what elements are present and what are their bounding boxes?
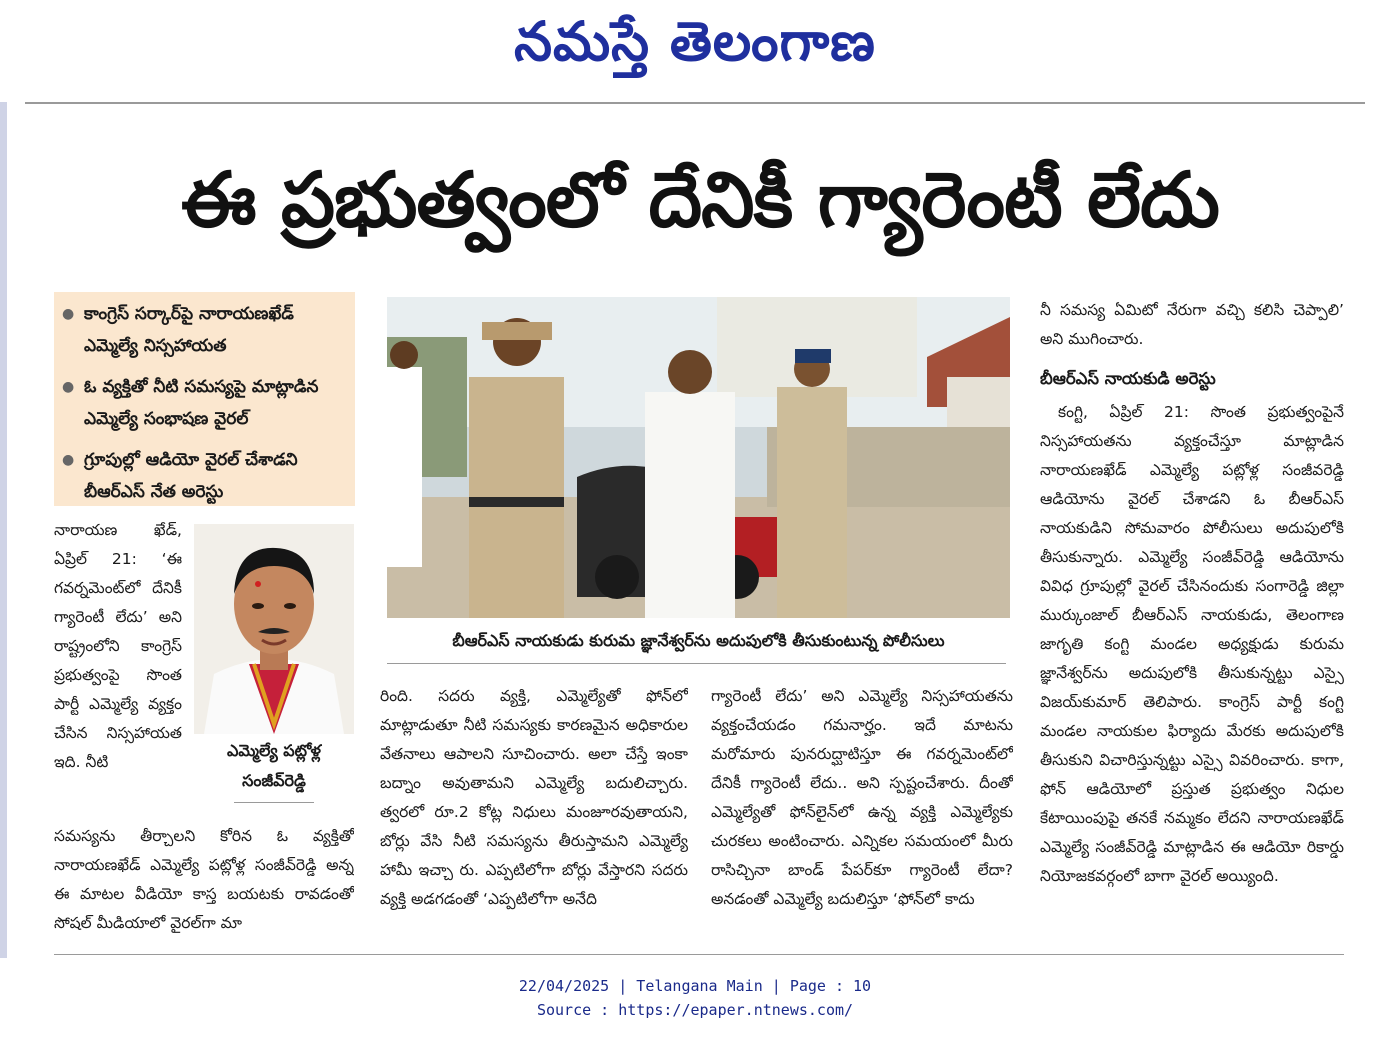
article-col2: రింది. సదరు వ్యక్తి, ఎమ్మెల్యేతో ఫోన్‌లో మాట్లాడుతూ నీటి సమస్యకు కారణమైన అధికారుల వేతనాలు ఆపాలని సూచించారు. అలా చేస్తే ఇంకా బద్నాం అవుతామని ఎమ్మెల్యే బదులిచ్చారు. త్వరలో రూ.2 కోట్ల నిధులు మంజూరవుతాయని, బోర్లు వేసి నీటి సమస్యను తీరుస్తామని ఎమ్మెల్యే హామీ ఇచ్చా రు. ఎప్పటిలోగా బోర్లు వేస్తారని సదరు వ్యక్తి అడగడంతో ‘ఎప్పటిలోగా అనేది [380,687,688,908]
article-col1-narrow: నారాయణ ఖేడ్, ఏప్రిల్ 21: ‘ఈ గవర్నమెంట్‌లో దేనికీ గ్యారెంటీ లేదు’ అని రాష్ట్రంలోని కాంగ్రెస్ ప్రభుత్వంపై సొంత పార్టీ ఎమ్మెల్యే వ్యక్తం చేసిన నిస్సహాయత ఇది. నీటి [54,521,182,771]
bullet-icon: ● [62,379,75,395]
highlight-item [62,298,349,362]
highlights-box [54,292,355,506]
portrait-image [194,524,354,734]
portrait-caption-line: ఎమ్మెల్యే పట్లోళ్ల [226,741,321,760]
article-col3: గ్యారెంటీ లేదు’ అని ఎమ్మెల్యే నిస్సహాయతను వ్యక్తంచేయడం గమనార్హం. ఇదే మాటను మరోమారు పునరుద్ఘాటిస్తూ ఈ గవర్నమెంట్‌లో దేనికీ గ్యారెంటీ లేదు.. అని స్పష్టంచేశారు. దీంతో ఎమ్మెల్యేతో ఫోన్‌లైన్‌లో ఉన్న వ్యక్తి ఎమ్మెల్యేకు చురకలు అంటించారు. ఎన్నికల సమయంలో మీరు రాసిచ్చినా బాండ్ పేపర్‌కూ గ్యారెంటీ లేదా? అనడంతో ఎమ్మెల్యే బదులిస్తూ ‘ఫోన్‌లో కాదు [711,687,1013,908]
headline: ఈ ప్రభుత్వంలో దేనికీ గ్యారెంటీ లేదు [181,155,1219,244]
portrait-photo [194,524,354,734]
caption-rule [234,802,314,803]
caption-underline [387,663,1006,664]
bullet-icon: ● [62,306,75,322]
highlight-item [62,444,349,508]
article-col1-wide: సమస్యను తీర్చాలని కోరిన ఓ వ్యక్తితో నారాయణఖేడ్ ఎమ్మెల్యే పట్లోళ్ల సంజీవ్‌రెడ్డి అన్న ఈ మాటల వీడియో కాస్త బయటకు రావడంతో సోషల్ మీడియాలో వైరల్‌గా మా [54,827,354,932]
arrest-body: కంగ్టి, ఏప్రిల్ 21: సొంత ప్రభుత్వంపైనే నిస్సహాయతను వ్యక్తంచేస్తూ మాట్లాడిన నారాయణఖేడ్ ఎమ్మెల్యే పట్లోళ్ల సంజీవరెడ్డి ఆడియోను వైరల్ చేశాడని ఓ బీఆర్ఎస్ నాయకుడిని సోమవారం పోలీసులు అదుపులోకి తీసుకున్నారు. ఎమ్మెల్యే సంజీవ్‌రెడ్డి ఆడియోను వివిధ గ్రూపుల్లో వైరల్ చేసినందుకు సంగారెడ్డి జిల్లా ముర్కుంజాల్ బీఆర్ఎస్ నాయకుడు, తెలంగాణ జాగృతి కంగ్టి మండల అధ్యక్షుడు కురుమ జ్ఞానేశ్వర్‌ను అదుపులోకి తీసుకున్నట్టు ఎస్సై విజయ్‌కుమార్ తెలిపారు. కాంగ్రెస్ పార్టీ కంగ్టి మండల నాయకుల ఫిర్యాదు మేరకు అదుపులోకి తీసుకుని విచారిస్తున్నట్టు ఎస్సై వివరించారు. కాగా, ఫోన్ ఆడియోలో ప్రస్తుత ప్రభుత్వం నిధుల కేటాయింపుపై తనకే నమ్మకం లేదని నారాయణఖేడ్ ఎమ్మెల్యే సంజీవ్‌రెడ్డి మాట్లాడిన ఈ ఆడియో రికార్డు నియోజకవర్గంలో బాగా వైరల్ అయ్యింది. [1040,403,1344,885]
arrest-subheading: బీఆర్ఎస్ నాయకుడి అరెస్టు [1040,369,1216,388]
col4-intro: నీ సమస్య ఏమిటో నేరుగా వచ్చి కలిసి చెప్పాలి’ అని ముగించారు. [1040,301,1344,348]
masthead-logo: నమస్తే తెలంగాణ [514,9,876,73]
bottom-rule [54,954,1344,955]
article-col4 [1040,296,1344,936]
footer-source: Source : https://epaper.ntnews.com/ [536,1001,854,1019]
footer [0,974,1390,1022]
news-photo [387,297,1010,618]
portrait-caption-line: సంజీవ్‌రెడ్డి [242,771,306,790]
footer-date-page: 22/04/2025 | Telangana Main | Page : 10 [518,977,872,995]
bullet-icon: ● [62,452,75,468]
highlight-text: ఓ వ్యక్తితో నీటి సమస్యపై మాట్లాడిన ఎమ్మెల్యే సంభాషణ వైరల్ [84,377,319,429]
highlight-text: గ్రూపుల్లో ఆడియో వైరల్ చేశాడని బీఆర్ఎస్ నేత అరెస్టు [84,450,298,502]
portrait-caption [194,736,354,796]
photo-caption: బీఆర్ఎస్ నాయకుడు కురుమ జ్ఞానేశ్వర్‌ను అదుపులోకి తీసుకుంటున్న పోలీసులు [452,631,945,650]
left-edge-bar [0,102,7,958]
highlight-item [62,371,349,435]
top-rule [25,102,1365,104]
police-photo-image [387,297,1010,618]
highlight-text: కాంగ్రెస్ సర్కార్‌పై నారాయణఖేడ్ ఎమ్మెల్యే నిస్సహాయత [84,304,294,356]
